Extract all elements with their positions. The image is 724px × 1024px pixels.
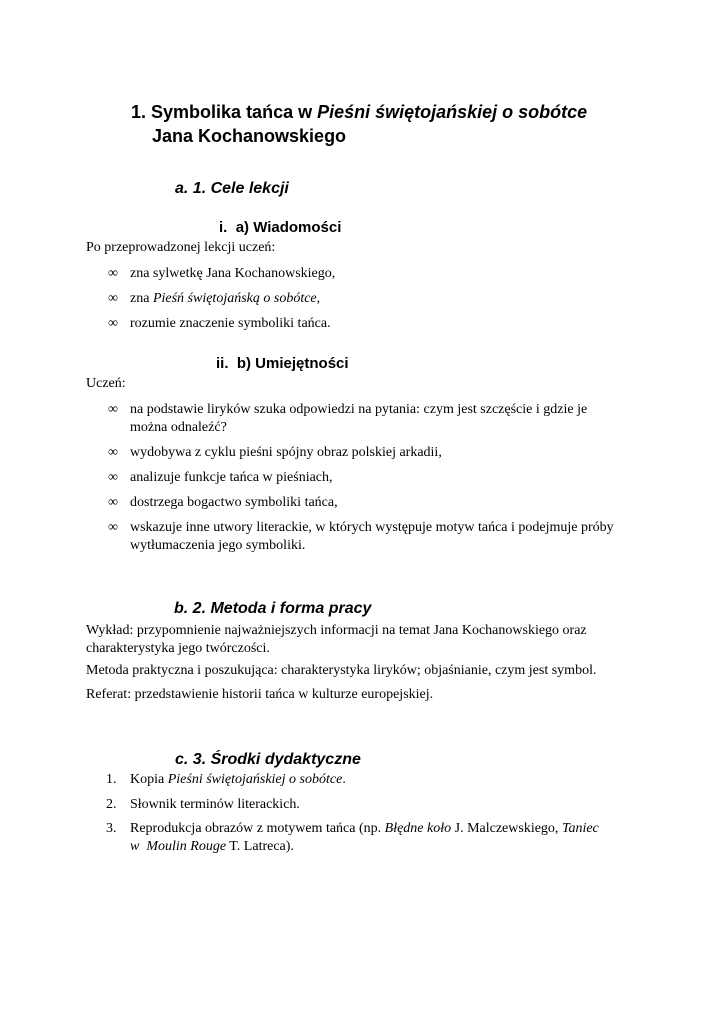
list-item-text-part: J. Malczewskiego, xyxy=(451,821,562,836)
list-item-text: wydobywa z cyklu pieśni spójny obraz polskiej arkadii, xyxy=(130,445,442,460)
main-heading-line2: Jana Kochanowskiego xyxy=(152,126,347,146)
method-paragraph-1 xyxy=(86,622,686,658)
section-b-title: 2. Metoda i forma pracy xyxy=(192,600,372,617)
subsection-i-title: a) Wiadomości xyxy=(235,219,342,236)
section-b-heading xyxy=(174,599,371,619)
subsection-i-intro: Po przeprowadzonej lekcji uczeń: xyxy=(86,240,276,255)
subsection-i-heading xyxy=(219,218,341,238)
list-item-italic-title: Taniec xyxy=(561,821,599,836)
section-b-marker: b. xyxy=(174,600,189,617)
main-heading xyxy=(131,100,587,124)
heading-italic-title: Pieśni świętojańskiej o sobótce xyxy=(317,102,588,122)
list-item-number: 2. xyxy=(106,797,117,812)
list-item-suffix: . xyxy=(342,772,346,787)
list-item-line1: na podstawie liryków szuka odpowiedzi na pytania: czym jest szczęście i gdzie je xyxy=(130,402,588,417)
list-item-text xyxy=(130,519,640,555)
list-item-italic-title: w Moulin Rouge xyxy=(130,839,227,854)
method-paragraph-3: Referat: przedstawienie historii tańca w kulturze europejskiej. xyxy=(86,687,434,702)
subsection-ii-title: b) Umiejętności xyxy=(236,355,349,372)
list-item-prefix: zna xyxy=(130,291,153,306)
list-item-italic-title: Pieśń świętojańską o sobótce xyxy=(152,291,317,306)
infinity-bullet-icon: ∞ xyxy=(108,520,118,535)
list-item-text-part: T. Latreca). xyxy=(226,839,294,854)
section-c-heading xyxy=(175,750,361,770)
section-a-heading xyxy=(175,179,289,199)
list-item-text xyxy=(130,771,638,789)
list-item-text-part: Reprodukcja obrazów z motywem tańca (np. xyxy=(130,821,385,836)
list-item-text: analizuje funkcje tańca w pieśniach, xyxy=(130,470,333,485)
heading-prefix: Symbolika tańca w xyxy=(151,102,318,122)
infinity-bullet-icon: ∞ xyxy=(108,402,118,417)
subsection-ii-intro: Uczeń: xyxy=(86,376,126,391)
infinity-bullet-icon: ∞ xyxy=(108,470,118,485)
infinity-bullet-icon: ∞ xyxy=(108,316,118,331)
list-item-line2: można odnaleźć? xyxy=(130,420,227,435)
infinity-bullet-icon: ∞ xyxy=(108,445,118,460)
infinity-bullet-icon: ∞ xyxy=(108,495,118,510)
list-item-text: dostrzega bogactwo symboliki tańca, xyxy=(130,495,338,510)
section-c-marker: c. xyxy=(175,751,189,768)
paragraph-line2: charakterystyka jego twórczości. xyxy=(86,641,270,656)
section-a-marker: a. xyxy=(175,180,189,197)
list-item-text: Słownik terminów literackich. xyxy=(130,797,300,812)
method-paragraph-2: Metoda praktyczna i poszukująca: charakterystyka liryków; objaśnianie, czym jest symbol. xyxy=(86,663,597,678)
list-item-text xyxy=(130,820,638,856)
list-item-text: zna sylwetkę Jana Kochanowskiego, xyxy=(130,266,336,281)
list-item-prefix: Kopia xyxy=(130,772,168,787)
list-item-number: 3. xyxy=(106,821,117,836)
list-item-line2: wytłumaczenia jego symboliki. xyxy=(130,538,306,553)
section-a-title: 1. Cele lekcji xyxy=(192,180,289,197)
list-item-suffix: , xyxy=(316,291,321,306)
infinity-bullet-icon: ∞ xyxy=(108,266,118,281)
subsection-ii-heading xyxy=(216,354,349,374)
heading-number: 1. xyxy=(131,102,147,122)
subsection-ii-marker: ii. xyxy=(216,355,229,372)
list-item-line1: wskazuje inne utwory literackie, w których występuje motyw tańca i podejmuje próby xyxy=(130,520,614,535)
list-item-italic-title: Błędne koło xyxy=(384,821,452,836)
infinity-bullet-icon: ∞ xyxy=(108,291,118,306)
list-item-text xyxy=(130,401,640,437)
paragraph-line1: Wykład: przypomnienie najważniejszych informacji na temat Jana Kochanowskiego oraz xyxy=(86,623,587,638)
subsection-i-marker: i. xyxy=(219,219,228,236)
list-item-number: 1. xyxy=(106,772,117,787)
list-item-italic-title: Pieśni świętojańskiej o sobótce xyxy=(167,772,343,787)
section-c-title: 3. Środki dydaktyczne xyxy=(192,751,361,768)
list-item-text: rozumie znaczenie symboliki tańca. xyxy=(130,316,331,331)
list-item-text xyxy=(130,290,640,308)
